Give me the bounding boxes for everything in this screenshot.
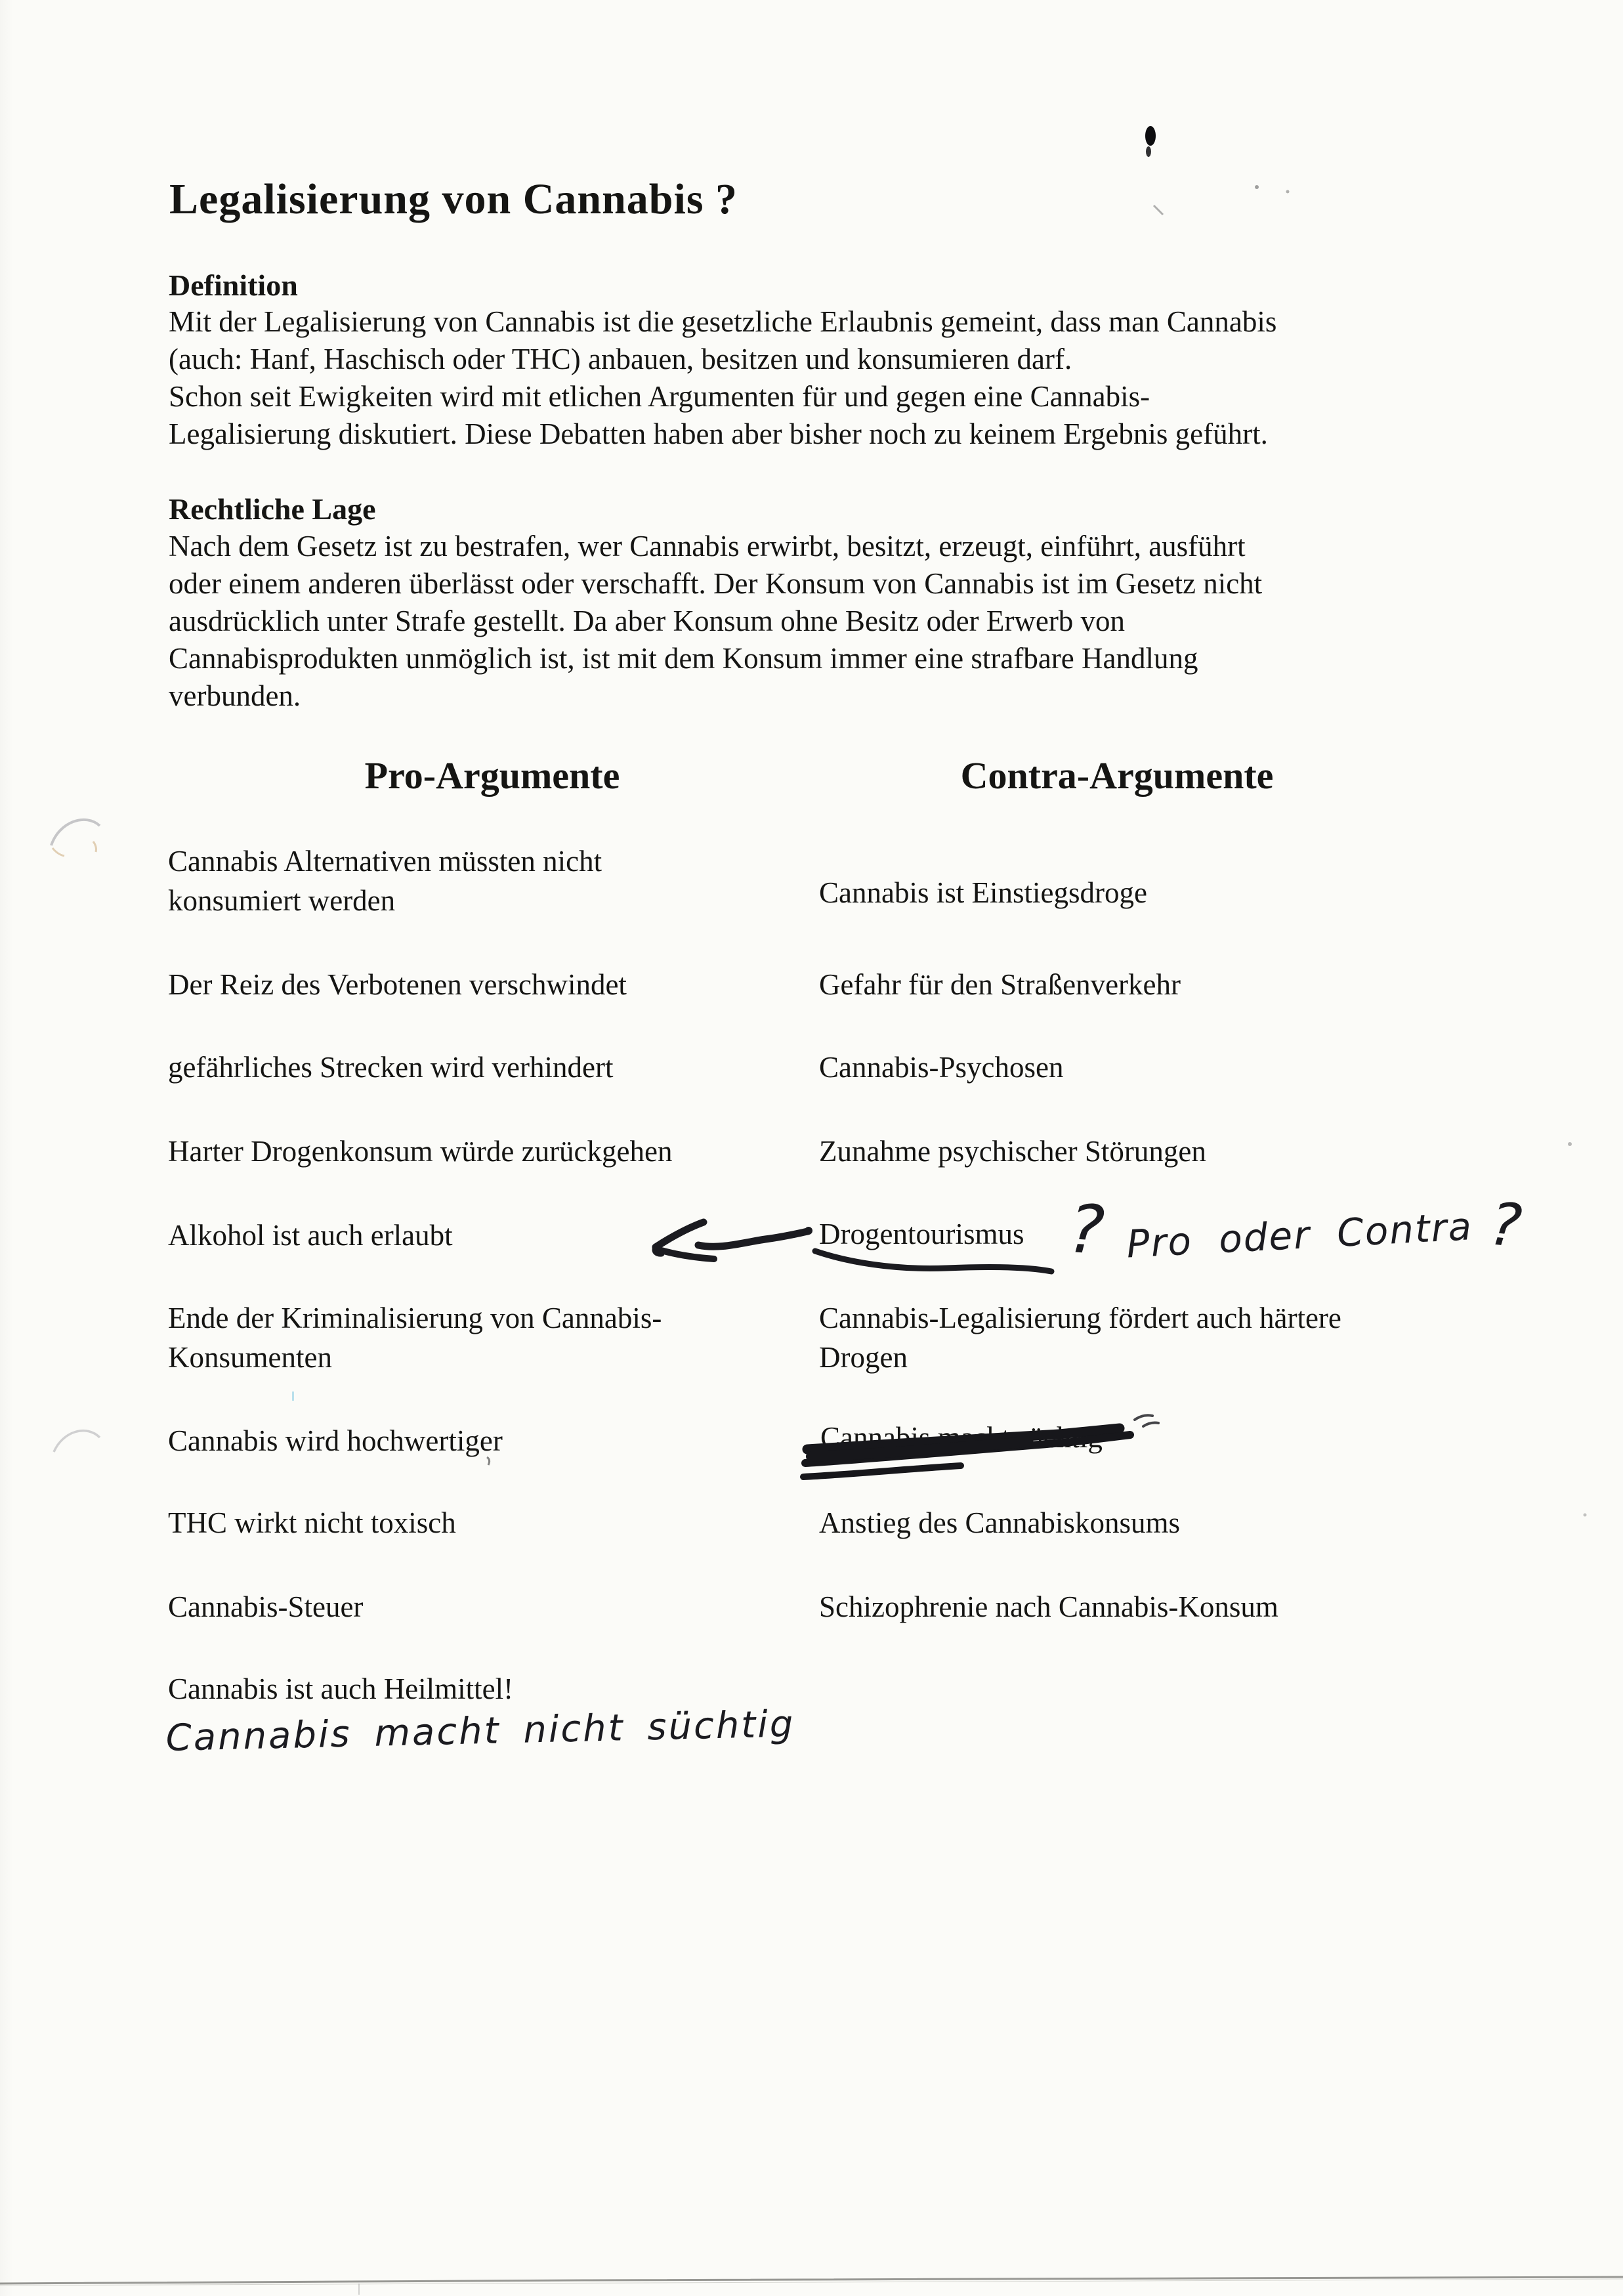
paragraph-line: ausdrücklich unter Strafe gestellt. Da aber Konsum ohne Besitz oder Erwerb von (169, 605, 1126, 637)
contra-item-line: Cannabis macht süchtig (820, 1421, 1103, 1454)
pro-item (168, 841, 602, 920)
contra-item-line: Gefahr für den Straßenverkehr (819, 968, 1181, 1001)
contra-item-line: Cannabis-Psychosen (819, 1051, 1064, 1084)
contra-item (819, 1132, 1206, 1171)
pro-item (168, 1048, 613, 1087)
pro-item (168, 1503, 456, 1542)
pro-item (168, 965, 627, 1004)
page-title: Legalisierung von Cannabis ? (169, 175, 738, 223)
contra-item (819, 873, 1147, 912)
handwritten-question-annotation (1066, 1185, 1525, 1271)
definition-paragraph (169, 303, 1276, 453)
contra-item-line: Anstieg des Cannabiskonsums (819, 1506, 1180, 1539)
contra-item (819, 965, 1181, 1004)
handwritten-question-mark-left: ? (1066, 1189, 1107, 1271)
contra-item (819, 1298, 1341, 1377)
pro-item-line: Cannabis ist auch Heilmittel! (168, 1672, 514, 1705)
hand-arrow-annotation (655, 1222, 812, 1259)
pro-item-line: Harter Drogenkonsum würde zurückgehen (168, 1135, 673, 1168)
pro-item-line: Ende der Kriminalisierung von Cannabis- (168, 1302, 662, 1334)
pro-item-line: Der Reiz des Verbotenen verschwindet (168, 968, 627, 1001)
contra-item-line: Schizophrenie nach Cannabis-Konsum (819, 1590, 1278, 1623)
ink-blot (1145, 126, 1156, 157)
pro-item (168, 1669, 513, 1709)
paragraph-line: verbunden. (169, 679, 301, 712)
contra-item-line: Cannabis ist Einstiegsdroge (819, 876, 1147, 909)
contra-item-line: Zunahme psychischer Störungen (819, 1135, 1206, 1168)
paragraph-line: Mit der Legalisierung von Cannabis ist die gesetzliche Erlaubnis gemeint, dass man Cannabis (169, 305, 1277, 338)
pro-item (168, 1587, 363, 1626)
contra-item-drogentourismus (819, 1214, 1024, 1254)
paragraph-line: oder einem anderen überlässt oder verschafft. Der Konsum von Cannabis ist im Gesetz nicht (169, 567, 1263, 600)
pro-item-line: Konsumenten (168, 1341, 332, 1374)
pro-column-heading: Pro-Argumente (364, 754, 620, 797)
scan-edge-line (0, 2277, 1623, 2295)
pro-item (168, 1132, 672, 1171)
pro-item (168, 1216, 453, 1255)
legal-heading: Rechtliche Lage (169, 492, 376, 526)
pro-item-line: gefährliches Strecken wird verhindert (168, 1051, 614, 1084)
paragraph-line: Nach dem Gesetz ist zu bestrafen, wer Cannabis erwirbt, besitzt, erzeugt, einführt, ausführt (169, 530, 1246, 563)
pro-item-line: Cannabis Alternativen müssten nicht (168, 845, 602, 878)
contra-item (819, 1503, 1180, 1542)
definition-heading: Definition (169, 268, 298, 302)
pro-item-line: Alkohol ist auch erlaubt (168, 1219, 453, 1252)
contra-item-line: Drogen (819, 1341, 908, 1374)
pro-item-line: THC wirkt nicht toxisch (168, 1506, 456, 1539)
contra-item (819, 1587, 1278, 1626)
contra-item-struck (820, 1418, 1103, 1457)
pro-item-line: Cannabis wird hochwertiger (168, 1424, 503, 1457)
paragraph-line: (auch: Hanf, Haschisch oder THC) anbauen, besitzen und konsumieren darf. (169, 343, 1072, 375)
hand-underline-annotation (815, 1251, 1051, 1271)
pro-item-line: konsumiert werden (168, 884, 396, 917)
smudge-marks (51, 820, 100, 1452)
paragraph-line: Cannabisprodukten unmöglich ist, ist mit dem Konsum immer eine strafbare Handlung (169, 642, 1198, 675)
contra-item-line: Drogentourismus (819, 1218, 1024, 1250)
handwritten-question-text: Pro oder Contra (1126, 1204, 1474, 1267)
contra-column-heading: Contra-Argumente (960, 754, 1274, 797)
paragraph-line: Schon seit Ewigkeiten wird mit etlichen Argumenten für und gegen eine Cannabis- (169, 380, 1150, 413)
pro-item (168, 1298, 662, 1377)
handwritten-note: Cannabis macht nicht süchtig (165, 1703, 796, 1760)
handwritten-question-mark-right: ? (1486, 1189, 1525, 1262)
pro-item (168, 1421, 503, 1460)
contra-item (819, 1048, 1063, 1087)
paragraph-line: Legalisierung diskutiert. Diese Debatten haben aber bisher noch zu keinem Ergebnis geführt. (169, 417, 1268, 450)
contra-item-line: Cannabis-Legalisierung fördert auch härtere (819, 1302, 1341, 1334)
legal-paragraph (169, 528, 1262, 715)
pro-item-line: Cannabis-Steuer (168, 1590, 364, 1623)
